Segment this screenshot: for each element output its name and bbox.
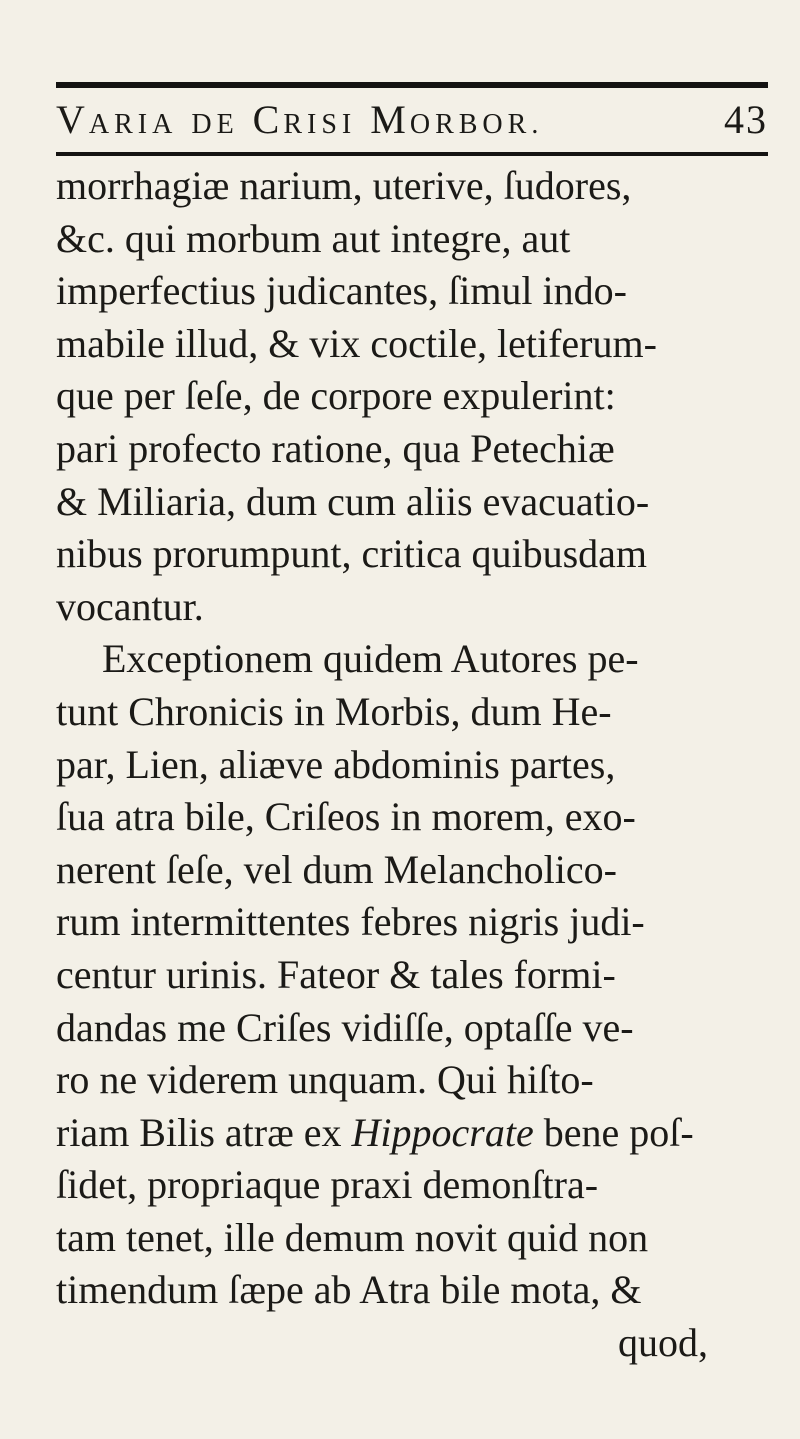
title-cap-v: V — [56, 97, 89, 142]
text-line: timendum ſæpe ab Atra bile mota, & — [56, 1267, 642, 1313]
text-line: imperfectius judicantes, ſimul indo- — [56, 268, 627, 314]
title-cap-m: M — [370, 97, 410, 142]
text-line-end: bene poſ- — [533, 1109, 694, 1155]
text-line: nibus prorumpunt, critica quibusdam — [56, 531, 648, 577]
text-line: centur urinis. Fateor & tales formi- — [56, 951, 616, 997]
title-word-aria: ARIA — [88, 109, 178, 140]
running-header — [56, 92, 768, 148]
running-title — [56, 92, 543, 153]
text-line: ſua atra bile, Criſeos in morem, exo- — [56, 794, 636, 840]
title-cap-c: C — [252, 97, 284, 142]
header-bottom-rule — [56, 152, 768, 156]
title-word-de: DE — [191, 109, 239, 140]
text-line-with-italic — [56, 1107, 776, 1160]
paragraph-start-line: Exceptionem quidem Autores pe- — [102, 636, 639, 682]
text-line: ſidet, propriaque praxi demonſtra- — [56, 1162, 599, 1208]
text-line: mabile illud, & vix coctile, letiferum- — [56, 320, 657, 366]
text-line: ro ne viderem unquam. Qui hiſto- — [56, 1057, 594, 1103]
text-line: nerent ſeſe, vel dum Melancholico- — [56, 846, 617, 892]
text-line: que per ſeſe, de corpore expulerint: — [56, 373, 616, 419]
text-line: &c. qui morbum aut integre, aut — [56, 215, 571, 261]
text-line: dandas me Criſes vidiſſe, optaſſe ve- — [56, 1004, 634, 1050]
text-line: tunt Chronicis in Morbis, dum He- — [56, 688, 612, 734]
header-top-rule — [56, 82, 768, 88]
text-line: rum intermittentes febres nigris judi- — [56, 899, 645, 945]
text-line: pari profecto ratione, qua Petechiæ — [56, 425, 615, 471]
text-line: par, Lien, aliæve abdominis partes, — [56, 741, 616, 787]
catchword: quod, — [618, 1320, 708, 1366]
page-number: 43 — [724, 97, 768, 142]
text-line: morrhagiæ narium, uterive, ſudores, — [56, 163, 632, 208]
italic-name-hippocrate: Hippocrate — [351, 1109, 534, 1155]
title-word-orbor: ORBOR. — [409, 109, 544, 140]
body-text — [56, 160, 776, 1370]
text-line: tam tenet, ille demum novit quid non — [56, 1214, 649, 1260]
text-line: vocantur. — [56, 583, 204, 629]
title-word-risi: RISI — [283, 109, 357, 140]
text-line: & Miliaria, dum cum aliis evacuatio- — [56, 478, 650, 524]
text-line-start: riam Bilis atræ ex — [56, 1109, 342, 1155]
